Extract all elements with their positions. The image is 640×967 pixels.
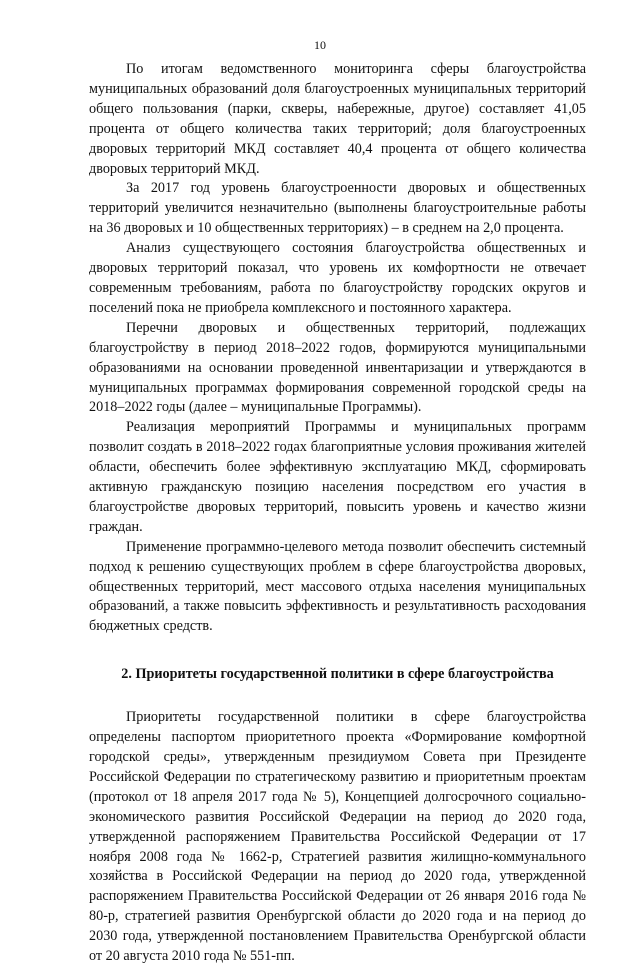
paragraph-program-implementation: Реализация мероприятий Программы и муниципальных программ позволит создать в 2018–2022 годах благоприятные условия проживания жителей области, обеспечить более эффективную эксплуатацию МКД, сформировать активную гражданскую позицию населения посредством его участия в благоустройстве дворовых территорий, повысить уровень и качество жизни граждан. <box>89 419 586 535</box>
paragraph-2017-level: За 2017 год уровень благоустроенности дворовых и общественных территорий увеличится незначительно (выполнены благоустроительные работы на 36 дворовых и 10 общественных территориях) – в среднем на 2,0 процента. <box>89 180 586 237</box>
paragraph-monitoring: По итогам ведомственного мониторинга сферы благоустройства муниципальных образований доля благоустроенных муниципальных территорий общего пользования (парки, скверы, набережные, другое) составляет 41,05 процента от общего количества таких территорий; доля благоустроенных дворовых территорий МКД составляет 40,4 процента от общего количества дворовых территорий МКД. <box>89 61 586 177</box>
document-body <box>89 60 586 967</box>
page-number: 10 <box>314 38 326 52</box>
paragraph-program-method: Применение программно-целевого метода позволит обеспечить системный подход к решению существующих проблем в сфере благоустройства дворовых, общественных территорий, мест массового отдыха населения муниципальных образований, а также повысить эффективность и результативность расходования бюджетных средств. <box>89 538 586 635</box>
section-heading: 2. Приоритеты государственной политики в сфере благоустройства <box>121 666 554 683</box>
paragraph-state-priorities: Приоритеты государственной политики в сфере благоустройства определены паспортом приоритетного проекта «Формирование комфортной городской среды», утвержденным президиумом Совета при Президенте Российской Федерации по стратегическому развитию и приоритетным проектам (протокол от 18 апреля 2017 года № 5), Концепцией долгосрочного социально-экономического развития Российской Федерации на период до 2020 года, утвержденной распоряжением Правительства Российской Федерации от 17 ноября 2008 года № 1662-р, Стратегией развития жилищно-коммунального хозяйства в Российской Федерации на период до 2020 года, утвержденной распоряжением Правительства Российской Федерации от 26 января 2016 года № 80-р, стратегией развития Оренбургской области до 2020 года и на период до 2030 года, утвержденной постановлением Правительства Оренбургской области от 20 августа 2010 года № 551-пп. <box>89 709 586 965</box>
paragraph-territory-lists: Перечни дворовых и общественных территорий, подлежащих благоустройству в период 2018–2022 годов, формируются муниципальными образованиями на основании проведенной инвентаризации и утверждаются в муниципальных программах формирования современной городской среды на 2018–2022 годы (далее – муниципальные Программы). <box>89 319 586 416</box>
paragraph-analysis: Анализ существующего состояния благоустройства общественных и дворовых территорий показал, что уровень их комфортности не отвечает современным требованиям, работа по благоустройству городских округов и поселений пока не приобрела комплексного и постоянного характера. <box>89 240 586 316</box>
